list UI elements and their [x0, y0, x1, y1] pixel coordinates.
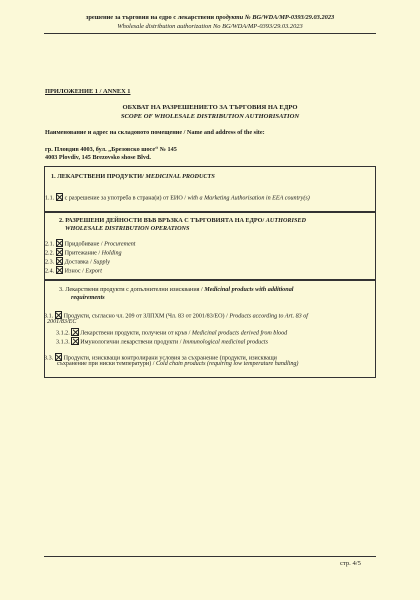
item-number: 3.3. — [44, 355, 54, 362]
site-address-en: 4003 Plovdiv, 145 Brezovsko shose Blvd. — [45, 154, 151, 161]
page-number: стр. 4/5 — [340, 560, 361, 567]
section-3-title-line-2: requirements — [71, 294, 105, 301]
item-2-3 — [45, 257, 110, 266]
footer-divider — [44, 556, 376, 557]
item-label-bg-2: съхранение при ниски температури) / — [57, 361, 156, 367]
site-address-bg: гр. Пловдив 4003, бул. „Брезовско шосе“ № 145 — [45, 146, 177, 153]
section-2-box — [44, 212, 376, 280]
section-1-title — [51, 173, 215, 180]
item-label-bg: Притежание / — [64, 250, 102, 257]
item-number: 1.1. — [45, 195, 55, 202]
header-authorization-bg: продукти № BG/WDA/MP-0393/29.03.2023 — [215, 14, 335, 21]
item-label-en: Holding — [101, 250, 122, 257]
section-3-title-bg: 3. Лекарствени продукти с допълнителни изисквания / — [59, 286, 205, 293]
item-label-en: Cold chain products (requiring low temperature handling) — [155, 361, 299, 367]
item-label-en: Supply — [93, 259, 110, 266]
section-3-title-line-1 — [59, 286, 294, 293]
section-2-title-bg: 2. РАЗРЕШЕНИ ДЕЙНОСТИ ВЪВ ВРЪЗКА С ТЪРГОВИЯТА НА ЕДРО/ — [59, 217, 266, 224]
section-3-title-en-1: Medicinal products with additional — [204, 286, 294, 293]
section-2-title-line-1 — [59, 217, 306, 224]
item-2-1 — [45, 239, 135, 248]
checked-box-icon — [56, 239, 64, 247]
item-label-en: Export — [85, 268, 102, 275]
item-number: 2.1. — [45, 241, 55, 248]
item-label-bg: Имунологични лекарствени продукти / — [80, 339, 183, 346]
item-number: 3.1.3. — [56, 339, 70, 346]
header-prefix: зрешение за търговия на едро с лекарствени — [85, 14, 216, 21]
checked-box-icon — [56, 257, 64, 265]
checked-box-icon — [71, 337, 79, 345]
item-label-en: Immunological medicinal products — [182, 339, 268, 346]
item-2-2 — [45, 248, 122, 257]
item-label-en: Medicinal products derived from blood — [191, 330, 288, 337]
item-label-bg: Доставка / — [64, 259, 94, 266]
item-1-1 — [45, 193, 310, 202]
section-1-box — [44, 166, 376, 212]
item-3-1-3 — [56, 337, 268, 346]
item-label-bg: Придобиване / — [64, 241, 105, 248]
item-label-bg: Износ / — [64, 268, 86, 275]
checked-box-icon — [56, 266, 64, 274]
header-line-2: Wholesale distribution authorization No BG/WDA/MP-0393/29.03.2023 — [117, 23, 303, 30]
section-1-title-bg: 1. ЛЕКАРСТВЕНИ ПРОДУКТИ/ — [51, 173, 146, 180]
checked-box-icon — [55, 353, 63, 361]
item-label-en: Procurement — [104, 241, 136, 248]
item-label-bg: с разрешение за употреба в страна(и) от ЕИО / — [64, 195, 188, 202]
scope-title-en: SCOPE OF WHOLESALE DISTRIBUTION AUTHORISATION — [120, 113, 300, 120]
item-label-bg: Лекарствени продукти, получени от кръв / — [80, 330, 192, 337]
header-line-1 — [0, 14, 420, 21]
item-3-1-2 — [56, 328, 287, 337]
item-number: 3.1. — [44, 313, 54, 320]
item-number: 2.4. — [45, 268, 55, 275]
section-2-title-en-1: AUTHORISED — [265, 217, 306, 224]
item-number: 3.1.2. — [56, 330, 70, 337]
item-3-3-continuation — [57, 361, 298, 367]
item-3-1 — [44, 311, 308, 320]
item-2-4 — [45, 266, 102, 275]
checked-box-icon — [56, 193, 64, 201]
section-1-title-en: MEDICINAL PRODUCTS — [145, 173, 215, 180]
item-label-bg: Продукти, съгласно чл. 209 от ЗЛПХМ (Чл. 83 от 2001/83/ЕО) / — [63, 313, 230, 320]
checked-box-icon — [71, 328, 79, 336]
item-label-en: Products according to Art. 83 of — [229, 313, 308, 320]
site-label: Наименование и адрес на складовото помещение / Name and address of the site: — [45, 129, 265, 136]
item-number: 2.3. — [45, 259, 55, 266]
item-label-en: with a Marketing Authorisation in EEA country(s) — [187, 195, 310, 202]
section-2-title-line-2: WHOLESALE DISTRIBUTION OPERATIONS — [65, 225, 190, 232]
item-3-1-continuation: 2001/83/EC — [47, 319, 77, 325]
header-divider — [44, 33, 376, 34]
checked-box-icon — [56, 248, 64, 256]
scope-title-bg: ОБХВАТ НА РАЗРЕШЕНИЕТО ЗА ТЪРГОВИЯ НА ЕДРО — [122, 104, 298, 111]
item-label-bg: Продукти, изискващи контролирани условия за съхранение (продукти, изискващи — [63, 355, 277, 362]
item-number: 2.2. — [45, 250, 55, 257]
checked-box-icon — [55, 311, 63, 319]
annex-title: ПРИЛОЖЕНИЕ 1 / ANNEX 1 — [45, 88, 131, 95]
